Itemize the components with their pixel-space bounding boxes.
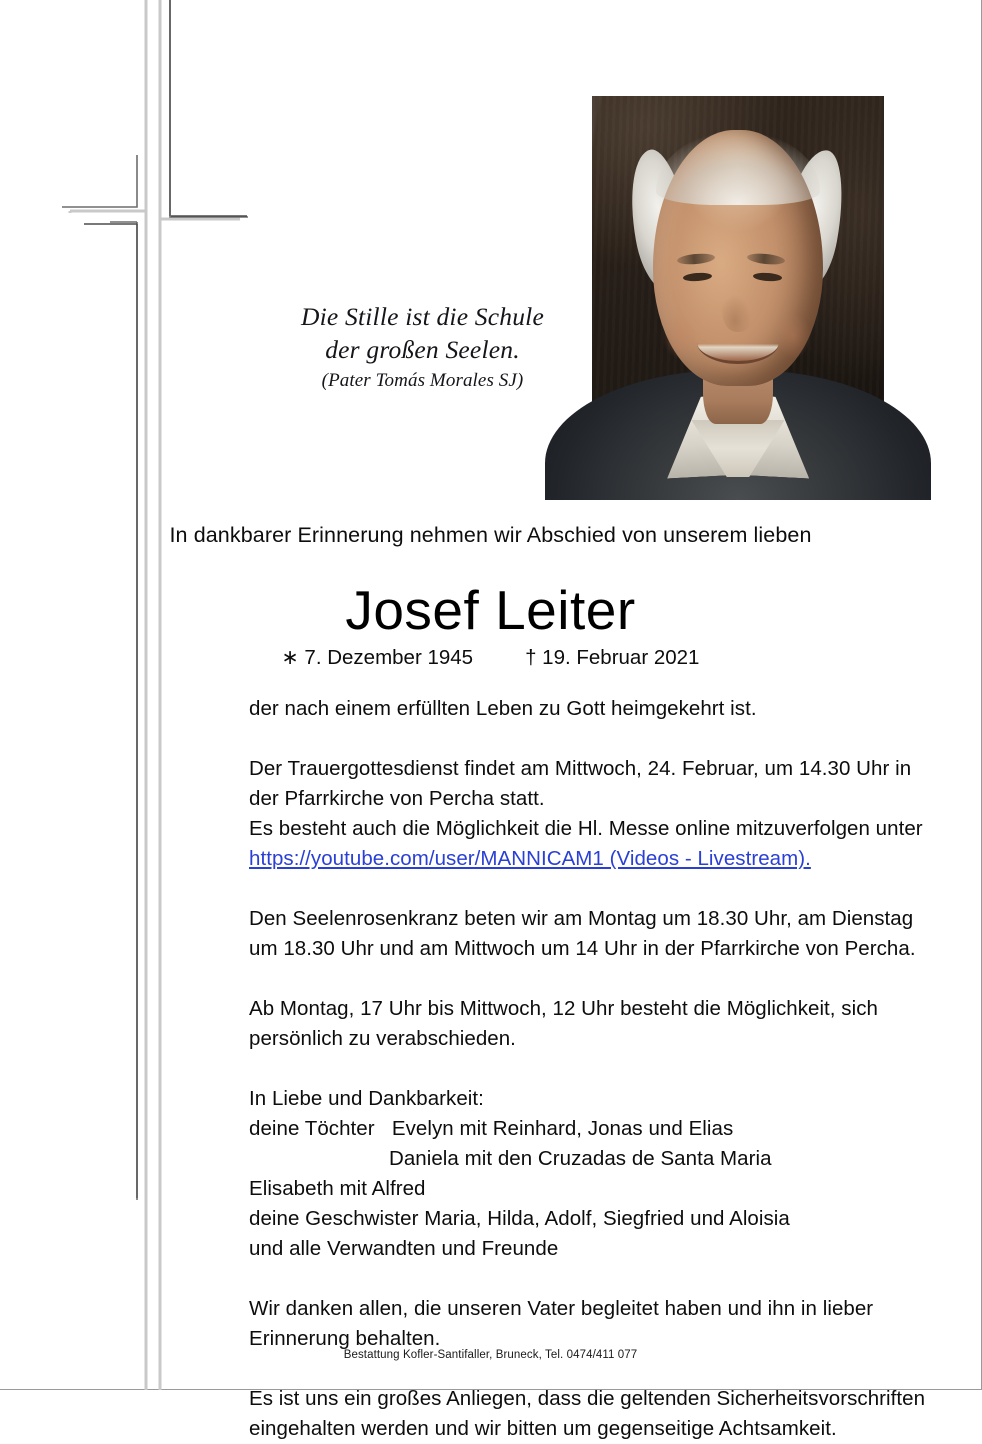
quote-line-1: Die Stille ist die Schule xyxy=(301,302,544,331)
quote-line-2: der großen Seelen. xyxy=(325,335,520,364)
funeral-home-footer: Bestattung Kofler-Santifaller, Bruneck, Tel. 0474/411 077 xyxy=(343,1349,638,1361)
memorial-quote xyxy=(250,300,595,395)
paragraph-closing-life xyxy=(249,694,949,724)
family-line-5: und alle Verwandten und Freunde xyxy=(249,1237,559,1260)
death-date: † 19. Februar 2021 xyxy=(525,646,700,669)
paragraph-line: der nach einem erfüllten Leben zu Gott heimgekehrt ist. xyxy=(249,697,757,720)
intro-line: In dankbarer Erinnerung nehmen wir Abschied von unserem lieben xyxy=(169,523,812,547)
family-heading: In Liebe und Dankbarkeit: xyxy=(249,1087,484,1110)
paragraph-line: persönlich zu verabschieden. xyxy=(249,1027,516,1050)
photo-cheek-left xyxy=(659,309,700,362)
birth-date: ∗ 7. Dezember 1945 xyxy=(281,646,474,669)
paragraph-line: Ab Montag, 17 Uhr bis Mittwoch, 12 Uhr besteht die Möglichkeit, sich xyxy=(249,997,878,1020)
paragraph-safety-notice xyxy=(249,1384,949,1444)
quote-source: (Pater Tomás Morales SJ) xyxy=(321,370,524,391)
paragraph-line: Erinnerung behalten. xyxy=(249,1327,441,1350)
cross-light-stroke xyxy=(70,0,240,1390)
paragraph-line: Wir danken allen, die unseren Vater begleitet haben und ihn in lieber xyxy=(249,1297,874,1320)
family-daughter-1: Evelyn mit Reinhard, Jonas und Elias xyxy=(391,1117,734,1140)
paragraph-funeral-service xyxy=(249,754,949,874)
livestream-link[interactable]: https://youtube.com/user/MANNICAM1 (Videos - Livestream). xyxy=(249,847,811,870)
family-line-3: Elisabeth mit Alfred xyxy=(249,1177,426,1200)
paragraph-line: Der Trauergottesdienst findet am Mittwoch, 24. Februar, um 14.30 Uhr in xyxy=(249,757,912,780)
family-daughter-2: Daniela mit den Cruzadas de Santa Maria xyxy=(389,1147,772,1170)
paragraph-line: um 18.30 Uhr und am Mittwoch um 14 Uhr in der Pfarrkirche von Percha. xyxy=(249,937,916,960)
paragraph-line: Den Seelenrosenkranz beten wir am Montag um 18.30 Uhr, am Dienstag xyxy=(249,907,914,930)
paragraph-line: Es besteht auch die Möglichkeit die Hl. Messe online mitzuverfolgen unter xyxy=(249,817,923,840)
deceased-name: Josef Leiter xyxy=(345,579,636,641)
photo-cheek-right xyxy=(773,309,814,362)
photo-nose xyxy=(722,287,754,333)
life-dates xyxy=(0,645,981,670)
family-line-4: deine Geschwister Maria, Hilda, Adolf, Siegfried und Aloisia xyxy=(249,1207,790,1230)
paragraph-rosary xyxy=(249,904,949,964)
paragraph-visitation xyxy=(249,994,949,1054)
paragraph-thanks xyxy=(249,1294,949,1354)
paragraph-line: eingehalten werden und wir bitten um gegenseitige Achtsamkeit. xyxy=(249,1417,837,1440)
family-daughters-label: deine Töchter xyxy=(249,1117,375,1140)
portrait-photo xyxy=(592,96,884,477)
family-daughters-row xyxy=(249,1114,949,1144)
paragraph-family xyxy=(249,1084,949,1264)
memorial-body xyxy=(249,694,949,1444)
paragraph-line: Es ist uns ein großes Anliegen, dass die geltenden Sicherheitsvorschriften xyxy=(249,1387,926,1410)
paragraph-line: der Pfarrkirche von Percha statt. xyxy=(249,787,545,810)
